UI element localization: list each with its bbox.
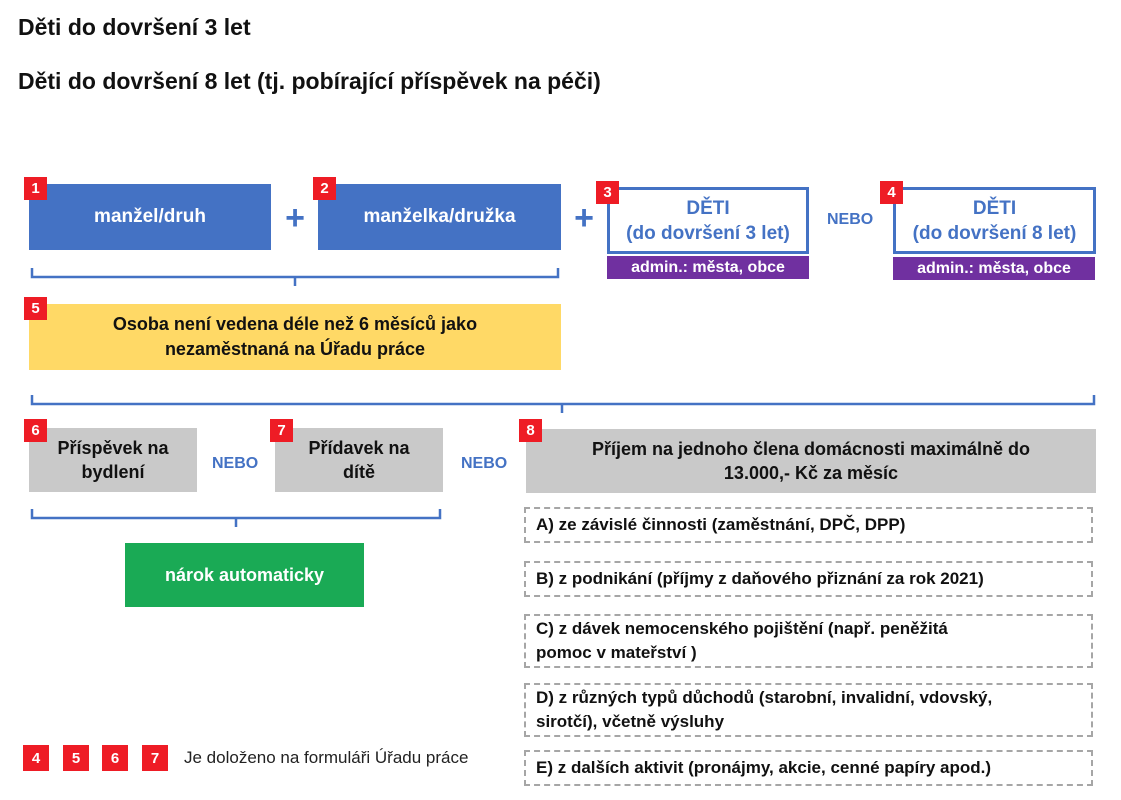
unemployment-line-2: nezaměstnaná na Úřadu práce	[164, 339, 426, 359]
nebo-label: NEBO	[212, 455, 259, 472]
income-source-text: D) z různých typů důchodů (starobní, invalidní, vdovský,	[536, 688, 993, 707]
child-benefit-box	[275, 428, 443, 492]
bracket-top-left	[32, 268, 558, 286]
children-8-title: DĚTI	[972, 197, 1017, 219]
children-3-subtitle: (do dovršení 3 let)	[626, 222, 790, 244]
badge-5: 5	[24, 297, 47, 320]
heading-3-years: Děti do dovršení 3 let	[18, 14, 251, 40]
income-source-text: E) z dalších aktivit (pronájmy, akcie, cenné papíry apod.)	[536, 758, 992, 777]
income-source-text: A) ze závislé činnosti (zaměstnání, DPČ, DPP)	[536, 515, 906, 534]
child-benefit-line-1: Přídavek na	[308, 438, 410, 458]
husband-box: manžel/druh	[29, 184, 271, 250]
income-source-item	[524, 614, 1093, 668]
income-source-item	[524, 750, 1093, 786]
badge-3: 3	[596, 181, 619, 204]
badge-8: 8	[519, 419, 542, 442]
nebo-label: NEBO	[827, 211, 874, 228]
legend-badge-4: 4	[23, 745, 49, 771]
legend-badge-6: 6	[102, 745, 128, 771]
income-limit-line-2: 13.000,- Kč za měsíc	[723, 463, 899, 483]
heading-8-years: Děti do dovršení 8 let (tj. pobírající příspěvek na péči)	[18, 68, 601, 94]
housing-allowance-box	[29, 428, 197, 492]
children-8-subtitle: (do dovršení 8 let)	[912, 222, 1077, 244]
children-3-box	[607, 187, 809, 254]
nebo-label: NEBO	[461, 455, 508, 472]
plus-icon: +	[285, 198, 305, 237]
housing-allowance-line-2: bydlení	[81, 462, 145, 482]
legend-text: Je doloženo na formuláři Úřadu práce	[184, 748, 469, 767]
income-limit-line-1: Příjem na jednoho člena domácnosti maximálně do	[591, 439, 1031, 459]
income-source-text-cont: pomoc v mateřství )	[536, 643, 697, 662]
bracket-lower-left	[32, 509, 440, 527]
plus-icon: +	[574, 198, 594, 237]
children-8-box	[893, 187, 1096, 254]
badge-6: 6	[24, 419, 47, 442]
admin-label-8: admin.: města, obce	[893, 257, 1095, 280]
admin-label-3: admin.: města, obce	[607, 256, 809, 279]
badge-7: 7	[270, 419, 293, 442]
income-source-item	[524, 507, 1093, 543]
badge-1: 1	[24, 177, 47, 200]
income-source-text-cont: sirotčí), včetně výsluhy	[536, 712, 725, 731]
automatic-entitlement-box: nárok automaticky	[125, 543, 364, 607]
unemployment-line-1: Osoba není vedena déle než 6 měsíců jako	[112, 314, 478, 334]
income-source-text: B) z podnikání (příjmy z daňového přiznání za rok 2021)	[536, 569, 984, 588]
bracket-wide	[32, 395, 1094, 413]
wife-box: manželka/družka	[318, 184, 561, 250]
legend-badge-5: 5	[63, 745, 89, 771]
income-source-item	[524, 683, 1093, 737]
housing-allowance-line-1: Příspěvek na	[57, 438, 169, 458]
legend-badge-7: 7	[142, 745, 168, 771]
badge-4: 4	[880, 181, 903, 204]
child-benefit-line-2: dítě	[342, 462, 375, 482]
income-source-item	[524, 561, 1093, 597]
income-source-text: C) z dávek nemocenského pojištění (např. peněžitá	[536, 619, 948, 638]
income-limit-box	[526, 429, 1096, 493]
badge-2: 2	[313, 177, 336, 200]
unemployment-box	[29, 304, 561, 370]
children-3-title: DĚTI	[686, 197, 730, 219]
